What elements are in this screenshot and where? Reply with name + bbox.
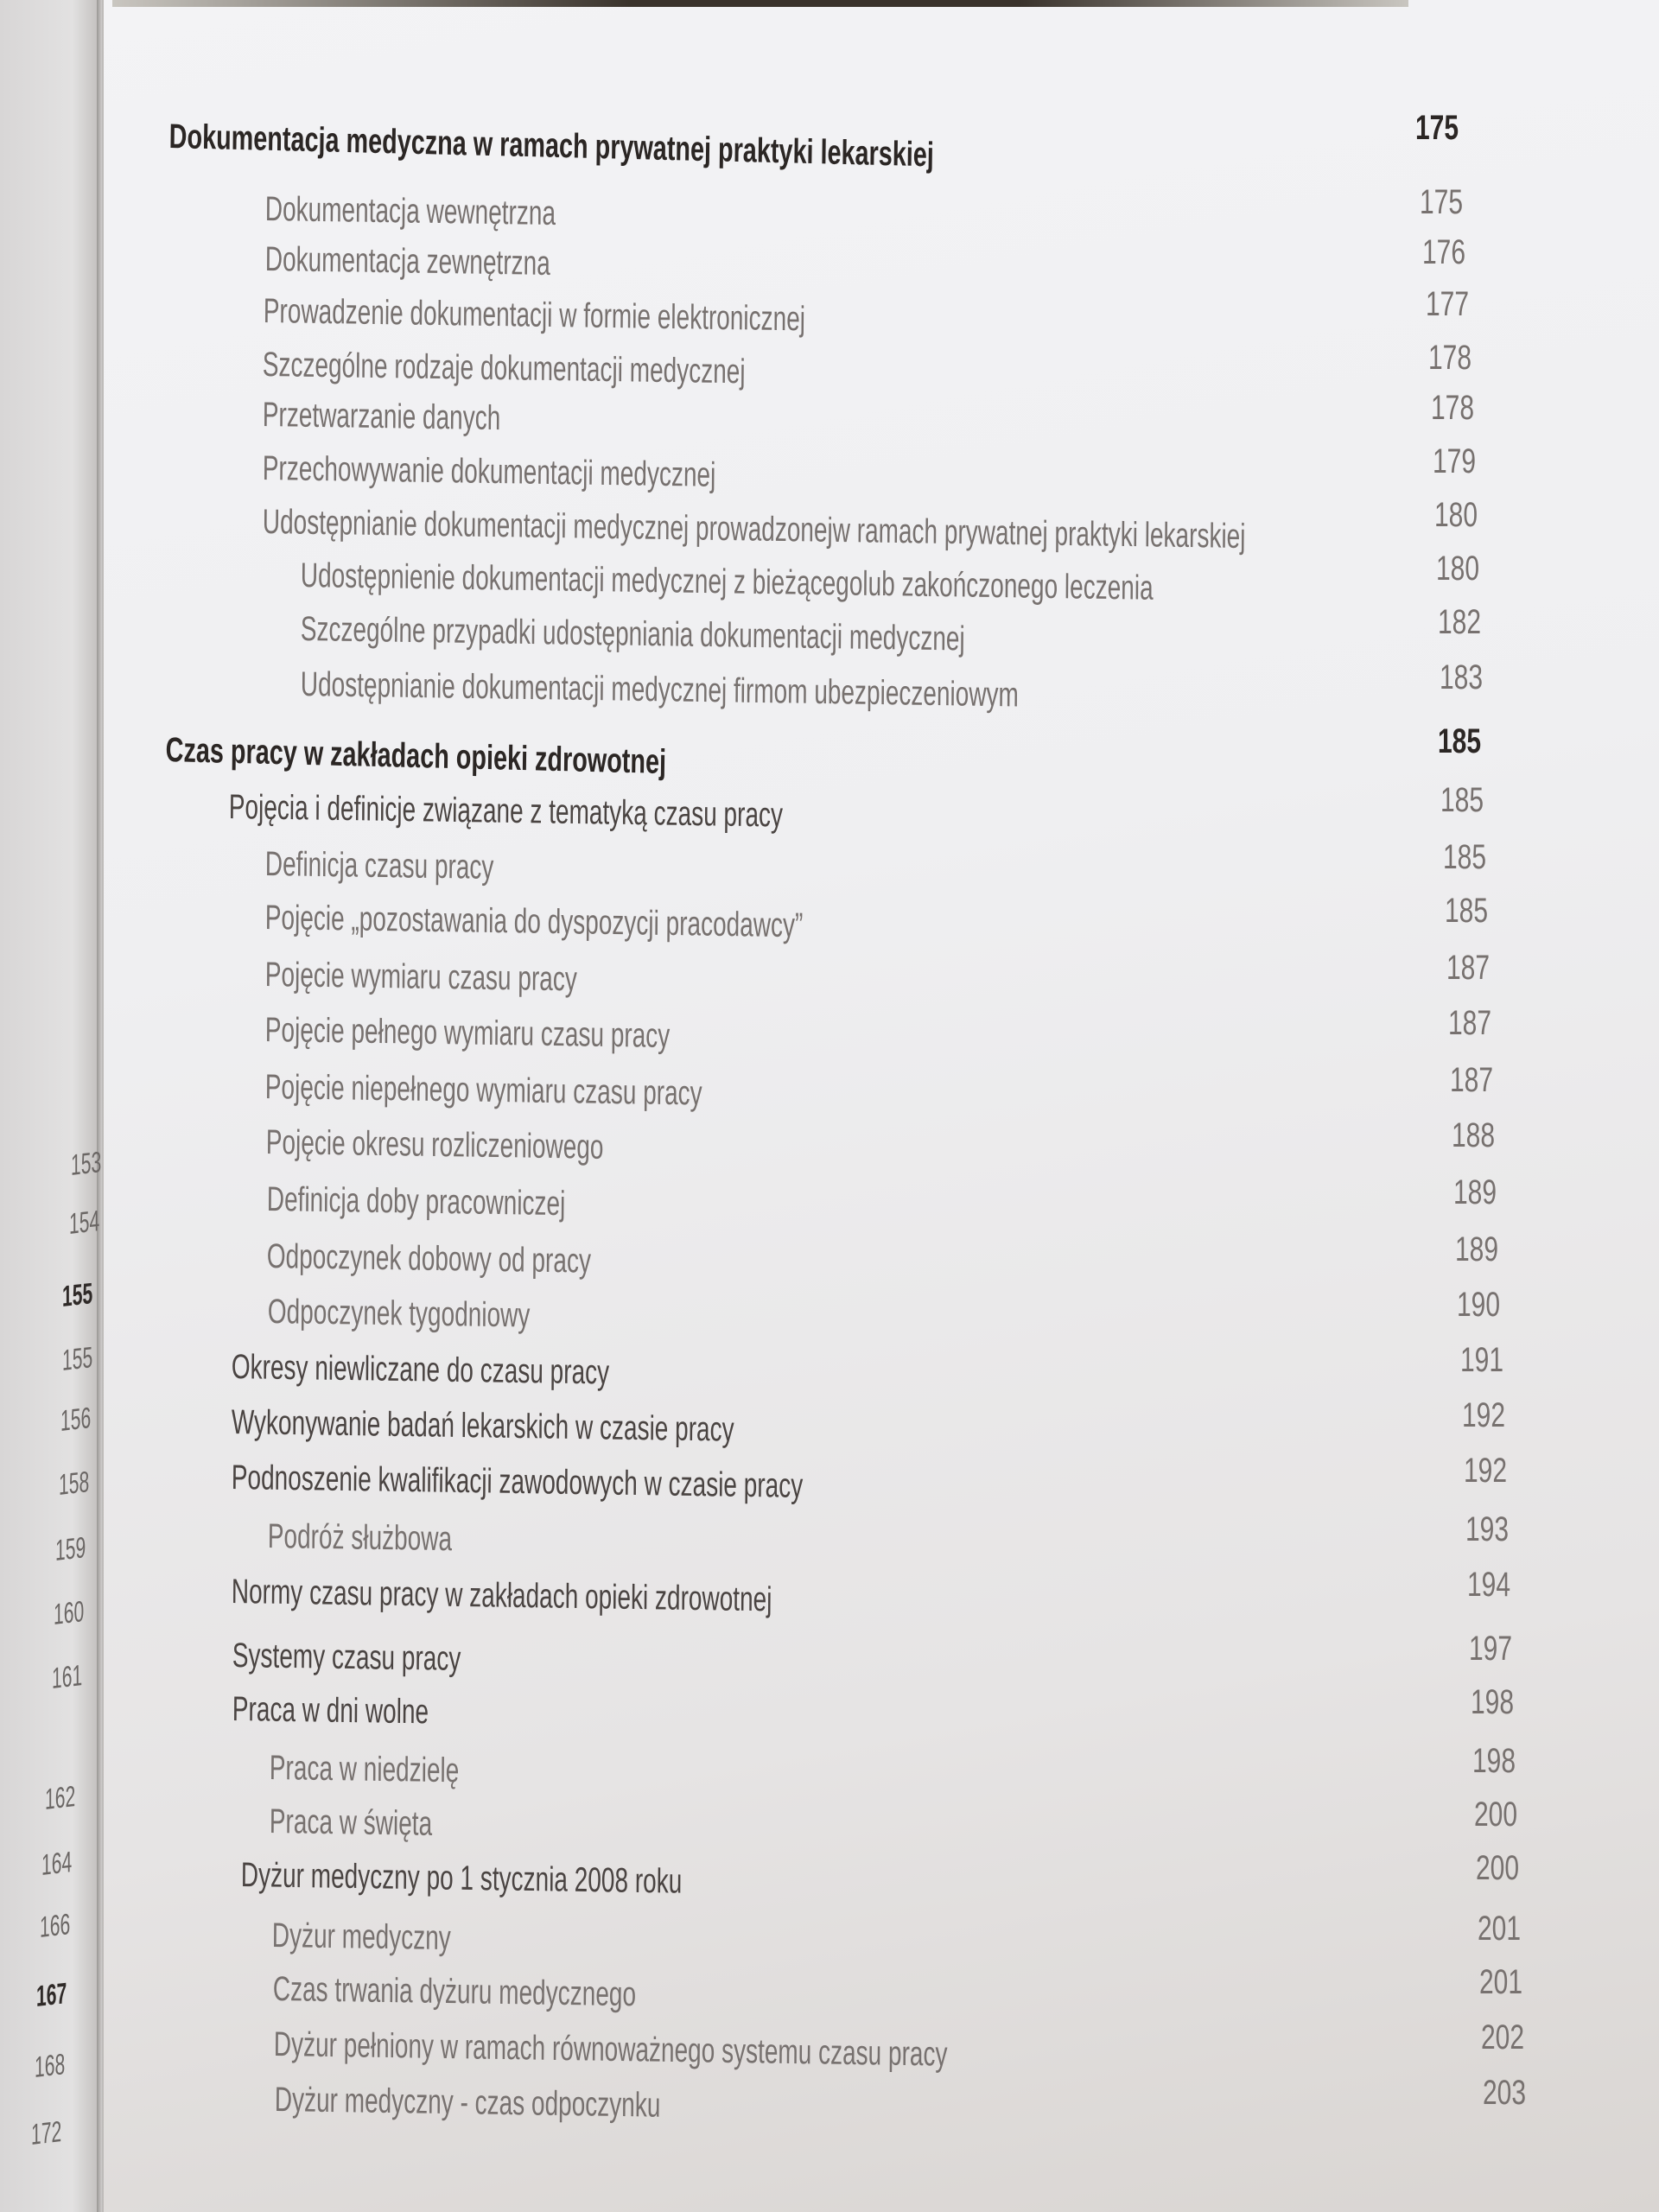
top-edge-shadow <box>112 0 1408 7</box>
toc-entry-title: Praca w dni wolne <box>232 1690 429 1732</box>
toc-entry-page: 197 <box>1469 1630 1513 1668</box>
toc-entry-page: 180 <box>1436 550 1480 588</box>
toc-entry-title: Definicja doby pracowniczej <box>266 1180 566 1224</box>
toc-entry-page: 189 <box>1455 1230 1499 1268</box>
toc-entry-page: 201 <box>1478 1910 1522 1948</box>
toc-entry-title: Praca w święta <box>269 1802 433 1843</box>
toc-entry-title: Systemy czasu pracy <box>232 1637 461 1678</box>
toc-entry-title: Szczególne przypadki udostępniania dokumentacji medycznej <box>300 610 965 658</box>
toc-entry-page: 175 <box>1415 109 1459 147</box>
toc-entry-page: 200 <box>1474 1796 1518 1834</box>
left-page-number: 159 <box>55 1531 86 1567</box>
left-page-number: 153 <box>71 1146 102 1182</box>
toc-entry-page: 185 <box>1445 892 1489 930</box>
toc-entry-page: 193 <box>1465 1510 1510 1548</box>
toc-entry-title: Dyżur pełniony w ramach równoważnego systemu czasu pracy <box>273 2025 948 2074</box>
toc-entry-page: 198 <box>1472 1742 1516 1780</box>
toc-entry-title: Udostępnianie dokumentacji medycznej prowadzonejw ramach prywatnej praktyki lekarskiej <box>262 503 1246 556</box>
toc-entry-page: 191 <box>1460 1341 1504 1379</box>
toc-entry-title: Prowadzenie dokumentacji w formie elektronicznej <box>263 292 806 339</box>
left-page-number: 164 <box>41 1846 73 1882</box>
toc-entry-title: Definicja czasu pracy <box>264 845 494 887</box>
toc-entry-page: 182 <box>1438 603 1482 641</box>
toc-entry-title: Pojęcia i definicje związane z tematyką czasu pracy <box>228 788 784 835</box>
toc-entry-page: 203 <box>1483 2074 1527 2112</box>
toc-entry-title: Udostępnienie dokumentacji medycznej z bieżącegolub zakończonego leczenia <box>300 556 1154 607</box>
toc-entry-title: Praca w niedzielę <box>269 1749 460 1790</box>
toc-entry-page: 188 <box>1452 1116 1496 1154</box>
toc-entry-title: Dokumentacja wewnętrzna <box>264 190 556 233</box>
left-page-number: 162 <box>45 1780 76 1816</box>
left-page-number: 172 <box>31 2115 62 2152</box>
toc-entry-page: 190 <box>1457 1286 1501 1324</box>
left-page-number: 155 <box>62 1341 93 1377</box>
toc-entry-page: 178 <box>1431 389 1475 427</box>
toc-entry-title: Pojęcie „pozostawania do dyspozycji pracodawcy” <box>264 899 804 945</box>
toc-entry-title: Odpoczynek tygodniowy <box>267 1293 531 1335</box>
toc-entry-title: Pojęcie wymiaru czasu pracy <box>264 956 578 999</box>
toc-entry-title: Okresy niewliczane do czasu pracy <box>231 1348 610 1392</box>
toc-entry-title: Dyżur medyczny <box>271 1916 451 1958</box>
toc-entry-page: 187 <box>1448 1004 1492 1042</box>
left-page-number: 160 <box>54 1595 85 1631</box>
left-page-number: 156 <box>60 1402 92 1438</box>
toc-entry-title: Czas trwania dyżuru medycznego <box>272 1970 637 2014</box>
toc-entry-page: 192 <box>1464 1452 1508 1490</box>
toc-entry-page: 185 <box>1443 838 1487 876</box>
toc-entry-page: 175 <box>1420 183 1464 221</box>
toc-entry-page: 200 <box>1476 1849 1520 1887</box>
toc-entry-page: 201 <box>1479 1963 1523 2001</box>
toc-entry-page: 198 <box>1471 1683 1515 1721</box>
toc-entry-page: 187 <box>1446 949 1491 987</box>
toc-entry-title: Pojęcie pełnego wymiaru czasu pracy <box>264 1011 671 1056</box>
toc-entry-title: Wykonywanie badań lekarskich w czasie pracy <box>231 1403 734 1449</box>
toc-entry-page: 194 <box>1467 1566 1511 1604</box>
left-page-number: 154 <box>69 1205 100 1241</box>
toc-entry-title: Dyżur medyczny po 1 stycznia 2008 roku <box>240 1856 683 1901</box>
toc-entry-title: Pojęcie okresu rozliczeniowego <box>265 1123 604 1166</box>
toc-entry-page: 179 <box>1433 442 1477 480</box>
toc-entry-title: Podnoszenie kwalifikacji zawodowych w czasie pracy <box>231 1459 804 1505</box>
toc-entry-title: Dokumentacja zewnętrzna <box>264 240 550 283</box>
toc-entry-page: 178 <box>1428 339 1472 377</box>
left-page-number: 168 <box>35 2048 66 2084</box>
book-gutter <box>97 0 102 2212</box>
toc-entry-page: 187 <box>1450 1061 1494 1099</box>
toc-entry-page: 183 <box>1440 658 1484 696</box>
toc-entry-title: Dokumentacja medyczna w ramach prywatnej praktyki lekarskiej <box>168 118 935 175</box>
toc-entry-title: Dyżur medyczny - czas odpoczynku <box>274 2081 661 2125</box>
toc-entry-title: Normy czasu pracy w zakładach opieki zdrowotnej <box>231 1573 772 1619</box>
toc-entry-title: Szczególne rodzaje dokumentacji medycznej <box>262 346 746 391</box>
left-page-number: 166 <box>40 1908 71 1944</box>
toc-entry-title: Udostępnianie dokumentacji medycznej firmom ubezpieczeniowym <box>300 665 1020 715</box>
left-page-number: 155 <box>62 1277 93 1313</box>
left-page-number: 161 <box>52 1659 83 1695</box>
toc-entry-title: Pojęcie niepełnego wymiaru czasu pracy <box>264 1068 702 1113</box>
toc-entry-page: 177 <box>1426 285 1470 323</box>
left-page-number: 167 <box>36 1977 67 2013</box>
toc-entry-page: 180 <box>1434 496 1478 534</box>
toc-entry-title: Czas pracy w zakładach opieki zdrowotnej <box>165 731 667 782</box>
toc-entry-page: 192 <box>1462 1396 1506 1434</box>
toc-entry-page: 202 <box>1481 2018 1525 2056</box>
toc-entry-title: Przetwarzanie danych <box>262 396 501 438</box>
toc-entry-page: 185 <box>1438 722 1482 760</box>
toc-entry-title: Odpoczynek dobowy od pracy <box>266 1237 592 1281</box>
toc-entry-page: 189 <box>1453 1173 1497 1211</box>
toc-entry-page: 185 <box>1440 781 1484 819</box>
left-page-number: 158 <box>59 1465 90 1502</box>
toc-entry-title: Przechowywanie dokumentacji medycznej <box>262 449 716 494</box>
toc-entry-title: Podróż służbowa <box>267 1517 453 1559</box>
toc-entry-page: 176 <box>1422 233 1466 271</box>
